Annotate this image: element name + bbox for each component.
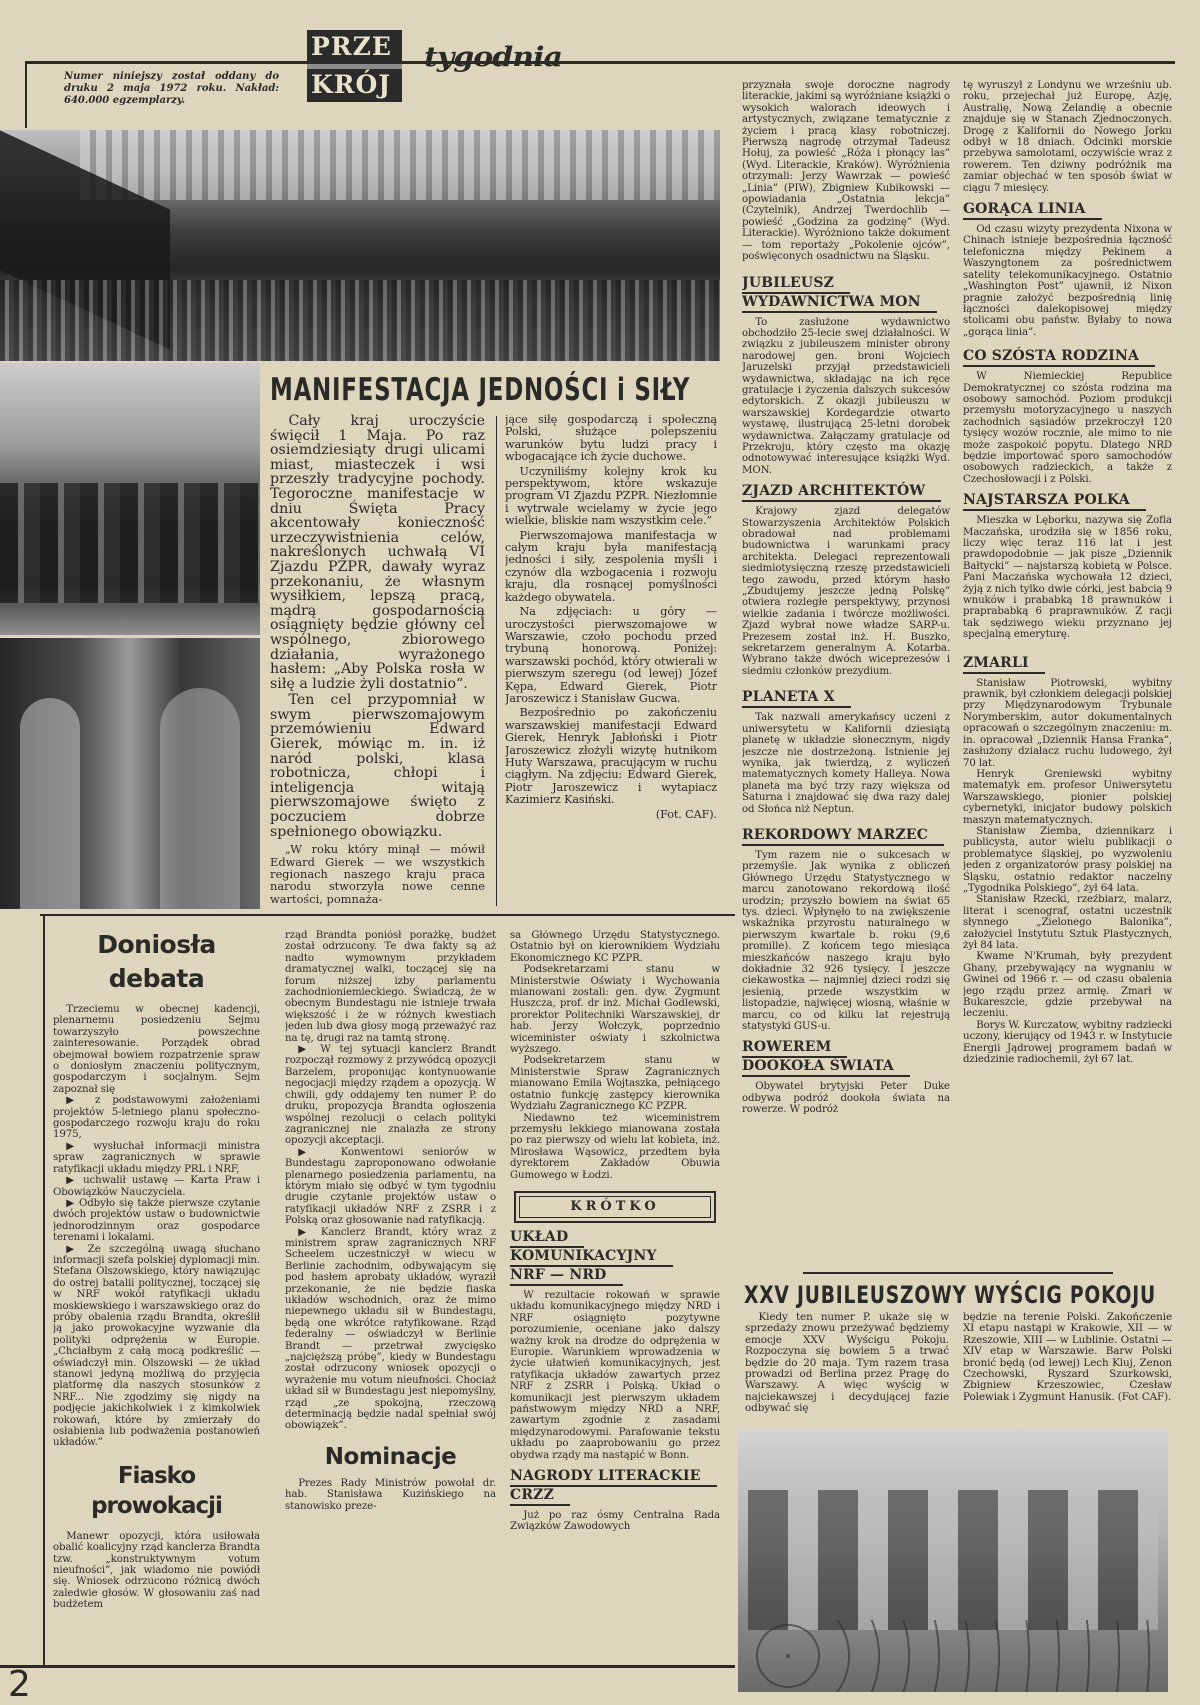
paragraph: przyznała swoje doroczne nagrody literackie, jakimi są wyróżniane książki o wysokich walorach ideowych i artystycznych, związane tematycznie z życiem i pracą klasy robotniczej. Pierwszą nagrodę otrzymał Tadeusz Hołuj, za powieść „Róża i płonący las” (Wyd. Literackie, Kraków). Wyróżnienia otrzymali: Jerzy Wawrzak — powieść „Linia” (PIW), Zbigniew Kubikowski — opowiadania „Ostatnia lekcja” (Czytelnik), Andrzej Twerdochlib — powieść „Godzina za godzinę” (Wyd. Literackie). Wyróżniono także dokument — tom reportaży „Pokolenie ojców”, poświęconych osadnictwu na Śląsku. [742, 80, 950, 263]
paragraph: ▶ z podstawowymi założeniami projektów 5-letniego planu społeczno-gospodarczego rozwoju kraju do roku 1975, [53, 1095, 260, 1141]
paragraph: Manewr opozycji, która usiłowała obalić koalicyjny rząd kanclerza Brandta tzw. „konstruktywnym votum nieufności”, jak wiadomo nie powiódł się. Wniosek odrzucono różnicą dwóch zaledwie głosów. W głosowaniu zaś nad budżetem [53, 1530, 260, 1611]
paragraph-list [963, 1312, 1172, 1403]
paragraph: Podsekretarzami stanu w Ministerstwie Oświaty i Wychowania mianowani zostali: gen. dyw. Zygmunt Huszcza, prof. dr inż. Michał Godlewski, prorektor Politechniki Warszawskiej, dr hab. Jerzy Wołczyk, poprzednio wiceminister oświaty i szkolnictwa wyższego. [510, 964, 720, 1056]
paragraph-list [742, 506, 950, 677]
marzec-heading: REKORDOWY MARZEC [742, 827, 950, 846]
logo-text-top: PRZE [311, 32, 392, 61]
section-rule [40, 914, 735, 916]
zjazd-heading: ZJAZD ARCHITEKTÓW [742, 483, 950, 502]
paragraph: Cały kraj uroczyście święcił 1 Maja. Po raz osiemdziesiąty drugi ulicami miast, miasteczek i wsi przeszły tradycyjne pochody. Tegoroczne manifestacje w dniu Święta Pracy akcentowały konieczność urzeczywistnienia celów, nakreślonych uchwałą VI Zjazdu PZPR, dawały wyraz przekonaniu, że własnym wysiłkiem, lepszą pracą, mądrą gospodarnością osiągnięty będzie główny cel wspólnego, zbiorowego działania, wyrażonego hasłem: „Aby Polska rosła w siłę a ludzie żyli dostatnio“. [270, 414, 485, 692]
paragraph: ▶ Kanclerz Brandt, który wraz z ministrem spraw zagranicznych NRF Scheelem uczestniczył w wiecu w Berlinie zachodnim, odbywającym się pod hasłem aprobaty układów, wyraził przekonanie, że nie będzie fiaska układów wschodnich, oraz że mimo niepewnego układu sił w Bundestagu, będą one wkrótce ratyfikowane. Rząd federalny — oświadczył w Berlinie Brandt — przetrwał zwycięsko „najcięższą próbę”, kiedy w Bundestagu został odrzucony wniosek opozycji o wyrażenie mu votum nieufności. Chociaż układ sił w Bundestagu jest niepomyślny, rząd „ze spokojną, rzeczową determinacją będzie nadal spełniał swój obowiązek”. [285, 1226, 496, 1432]
paragraph: Niedawno też wiceministrem przemysłu lekkiego mianowana została po raz pierwszy od wielu lat kobieta, inż. Mirosława Wąsowicz, przedtem była dyrektorem Zakładów Obuwia Gumowego w Łodzi. [510, 1112, 720, 1181]
paragraph-list [963, 515, 1172, 640]
photo-figure [20, 698, 80, 909]
paragraph: Uczyniliśmy kolejny krok ku perspektywom, które wskazuje program VI Zjazdu PZPR. Niezłomnie i wytrwale wcielamy w życie jego wielkie, bliskie nam wszystkim cele.” [505, 464, 717, 528]
photo-steelworks-visit [0, 638, 260, 909]
section-frame-left [43, 914, 45, 1666]
paragraph-list [53, 1531, 260, 1611]
paragraph: ▶ W tej sytuacji kanclerz Brandt rozpoczął rozmowy z przywódcą opozycji Barzelem, proponując kontynuowanie negocjacji między rządem a opozycją. W chwili, gdy oddajemy ten numer P. do druku, propozycja Brandta ogłoszenia wspólnej rezolucji o celach polityki zagranicznej nie znalazła ze strony opozycji akceptacji. [285, 1044, 496, 1147]
paragraph: rząd Brandta poniósł porażkę, budżet został odrzucony. Te dwa fakty są aż nadto wymownym przykładem dramatycznej walki, toczącej się na forum niższej izby parlamentu zachodnioniemieckiego. Świadczą, że w obecnym Bundestagu nie istnieje trwała większość i że w różnych kwestiach jeden lub dwa głosy mogą przeważyć raz na tę, drugi raz na tamtą stronę. [285, 930, 496, 1044]
paragraph: sa Głównego Urzędu Statystycznego. Ostatnio był on kierownikiem Wydziału Ekonomicznego KC PZPR. [510, 930, 720, 964]
paragraph: ▶ Ze szczególną uwagą słuchano informacji szefa polskiej dyplomacji min. Stefana Olszowskiego, który nawiązując do ostrej batalii politycznej, toczącej się w NRF wokół ratyfikacji układu moskiewskiego i warszawskiego oraz do próby obalenia rządu Brandta, określił ją jako prowokacyjne wyzwanie dla polityki odprężenia w Europie. „Chciałbym z całą mocą podkreślić — oświadczył min. Olszowski — że układ stanowi jedyną możliwą do przyjęcia platformę dla naszych stosunków z NRF... Nie zgodzimy się nigdy na podjęcie jakichkolwiek i z kimkolwiek rokowań, które by zmierzały do osłabienia lub podważenia postanowień układów.” [53, 1243, 260, 1449]
paragraph: ▶ Konwentowi seniorów w Bundestagu zaproponowano odwołanie plenarnego posiedzenia parlamentu, na którym miało się odbyć w tym tygodniu drugie czytanie projektów ustaw o ratyfikacji układów NRF z ZSRR i z Polską oraz głosowanie nad ratyfikacją. [285, 1146, 496, 1227]
paragraph-list [963, 371, 1172, 485]
paragraph: Stanisław Rzecki, rzeźbiarz, malarz, literat i scenograf, ostatni uczestnik słynnego „Zielonego Balonika”, założyciel Instytutu Sztuk Plastycznych, żył 84 lata. [963, 894, 1172, 951]
right-column-b [963, 80, 1172, 1268]
paragraph-list [745, 1312, 949, 1415]
planeta-heading: PLANETA X [742, 689, 950, 708]
zmarli-heading: ZMARLI [963, 655, 1172, 674]
photo-bicycles [748, 1620, 1158, 1692]
logo-text-bottom: KRÓJ [311, 70, 392, 99]
photo-building [80, 130, 720, 200]
uklad-heading: UKŁAD KOMUNIKACYJNY NRF — NRD [510, 1229, 720, 1286]
paragraph: ▶ wysłuchał informacji ministra spraw zagranicznych w sprawie ratyfikacji układu między PRL i NRF, [53, 1140, 260, 1175]
paragraph: To zasłużone wydawnictwo obchodziło 25-lecie swej działalności. W związku z jubileuszem minister obrony narodowej gen. broni Wojciech Jaruzelski przyjął przedstawicieli wydawnictwa, składając na ich ręce gratulacje i życzenia dalszych sukcesów edytorskich. Z okazji jubileuszu w warszawskiej Kordegardzie otwarto wystawę, ilustrującą 25-letni dorobek wydawnictwa. Załączamy gratulacje od Przekroju, który często ma okazję odnotowywać interesujące książki Wyd. MON. [742, 316, 950, 476]
przekroj-logo [307, 30, 402, 102]
paragraph: Henryk Greniewski wybitny matematyk em. profesor Uniwersytetu Warszawskiego, pionier polskiej cybernetyki, inicjator budowy polskich maszyn matematycznych. [963, 768, 1172, 826]
paragraph: Ten cel przypomniał w swym pierwszomajowym przemówieniu Edward Gierek, mówiąc m. in. iż naród polski, klasa robotnicza, chłopi i inteligencja witają pierwszomajowe święto z poczuciem dobrze spełnionego obowiązku. [270, 692, 485, 840]
paragraph-list [742, 80, 950, 263]
goraca-heading: GORĄCA LINIA [963, 201, 1172, 220]
jubileusz-heading: JUBILEUSZ WYDAWNICTWA MON [742, 275, 950, 313]
paragraph: W rezultacie rokowań w sprawie układu komunikacyjnego między NRD i NRF osiągnięto pozytywne porozumienie, oceniane jako dalszy ważny krok na drodze do odprężenia w Europie. Warunkiem wprowadzenia w życie ułatwień komunikacyjnych, jest ratyfikacja układów zawartych przez NRF z ZSRR i Polską. Układ o komunikacji jest pierwszym układem państwowym między NRD a NRF, zawartym zgodnie z zasadami międzynarodowymi. Parafowanie tekstu układu po zaaprobowaniu go przez obydwa rządy ma nastąpić w Bonn. [510, 1289, 720, 1461]
paragraph: Tym razem nie o sukcesach w przemyśle. Jak wynika z obliczeń Głównego Urzędu Statystycznego w marcu zanotowano rekordową ilość urodzin; przyszło bowiem na świat 65 tys. dzieci. Wpłynęło to na zwiększenie wskaźnika przyrostu naturalnego w pierwszym kwartale b. roku (9,6 promille). Z końcem tego miesiąca mieszkańców naszego kraju było dokładnie 32 926 tysięcy. I jeszcze ciekawostka — najmniej dzieci rodzi się jesienią, przede wszystkim w listopadzie, najwięcej wiosną, właśnie w marcu, co od kilku lat rejestrują statystyki GUS-u. [742, 849, 950, 1033]
paragraph: Krajowy zjazd delegatów Stowarzyszenia Architektów Polskich obradował nad problemami budownictwa i warunkami pracy architekta. Delegaci reprezentowali siedmiotysięczną rzeszę przedstawicieli tego zawodu, przed którym hasło „Zbudujemy jeszcze jedną Polskę” otwiera rozległe perspektywy, przynosi wielkie zadania i twórcze możliwości. Zjazd wybrał nowe władze SARP-u. Prezesem został inż. H. Buszko, sekretarzem generalnym A. Kotarba. Wybrano także dwóch wiceprezesów i siedmiu członków prezydium. [742, 506, 950, 677]
manifestacja-column-1 [270, 414, 485, 910]
paragraph-list [270, 414, 485, 839]
paragraph-list [742, 317, 950, 477]
krotko-box: KRÓTKO [514, 1191, 716, 1223]
paragraph: Tak nazwali amerykańscy uczeni z uniwersytetu w Kalifornii dziesiątą planetę w układzie słonecznym, nigdy jeszcze nie dostrzeżoną. Istnienie jej wynika, jak twierdzą, z wyliczeń matematycznych komety Halleya. Nowa planeta ma być trzy razy większa od Saturna i znajdować się dwa razy dalej od Słońca niż Neptun. [742, 712, 950, 815]
paragraph: ▶ uchwalił ustawę — Karta Praw i Obowiązków Nauczyciela. [53, 1175, 260, 1198]
paragraph-list [510, 1510, 720, 1533]
paragraph: Stanisław Piotrowski, wybitny prawnik, był członkiem delegacji polskiej przy Międzynarodowym Trybunale Norymberskim, autor dokumentalnych opracowań o szczególnym znaczeniu: m. in. opracował „Dziennik Hansa Franka”, zasłużony działacz ruchu ludowego, żył 70 lat. [963, 677, 1172, 769]
column-divider [496, 416, 497, 906]
photo-figure [160, 688, 240, 909]
paragraph-list [963, 678, 1172, 1066]
polka-heading: NAJSTARSZA POLKA [963, 492, 1172, 511]
masthead-rule [25, 61, 1175, 64]
paragraph: Mieszka w Lęborku, nazywa się Zofia Maczańska, urodziła się w 1856 roku, liczy więc teraz 116 lat i jest prawdopodobnie — jak pisze „Dziennik Bałtycki” — najstarszą kobietą w Polsce. Pani Maczańska wychowała 12 dzieci, żyją z nich tylko dwie córki, jest babcią 9 wnuków i prababką 18 prawnuków i praprababką 6 praprawnuków. Z racji tak sędziwego wieku przyznano jej specjalną emeryturę. [963, 515, 1172, 641]
paragraph: Bezpośrednio po zakończeniu warszawskiej manifestacji Edward Gierek, Henryk Jabłoński i Piotr Jaroszewicz złożyli wizytę hutnikom Huty Warszawa, pracującym w ruchu ciągłym. Na zdjęciu: Edward Gierek, Piotr Jaroszewicz i wytapiacz Kazimierz Kasiński. [505, 706, 717, 807]
masthead-frame-left [25, 61, 27, 128]
logo-bar [307, 64, 402, 69]
wyscig-column-1 [745, 1312, 949, 1424]
wyscig-column-2 [963, 1312, 1172, 1424]
paragraph: „W roku który minął — mówił Edward Gierek — we wszystkich regionach naszego kraju praca narodu stworzyła nowe cenne wartości, pomnaża- [270, 842, 485, 906]
paragraph: ▶ Odbyło się także pierwsze czytanie dwóch projektów ustaw o budownictwie jednorodzinnym oraz gospodarce terenami i lokalami. [53, 1197, 260, 1244]
bottom-column-3 [510, 930, 720, 1663]
paragraph: Pierwszomajowa manifestacja w całym kraju była manifestacją jedności i siły, zespolenia myśli i czynów dla wzbogacenia i rozwoju kraju, dla rosnącej pomyślności każdego obywatela. [505, 528, 717, 604]
debata-headline: Doniosła debata [97, 930, 216, 993]
nominacje-headline: Nominacje [324, 1443, 457, 1470]
photo-marchers [0, 483, 260, 603]
print-info: Numer niniejszy został oddany do druku 2 maja 1972 roku. Nakład: 640.000 egzemplarzy. [64, 71, 279, 106]
paragraph-list [285, 1478, 496, 1512]
paragraph: Już po raz ósmy Centralna Rada Związków Zawodowych [510, 1510, 720, 1533]
szosta-heading: CO SZÓSTA RODZINA [963, 348, 1172, 367]
paragraph: Kiedy ten numer P. ukaże się w sprzedaży znowu przeżywać będziemy emocje XXV Wyścigu Pokoju. Rozpoczyna się bowiem 5 a trwać będzie do 20 maja. Tym razem trasa prowadzi od Berlina przez Pragę do Warszawy. A więc wyścig w najciekawszej i decydującej fazie odbywać się [745, 1312, 949, 1415]
paragraph-list [285, 930, 496, 1432]
paragraph-list [963, 224, 1172, 338]
photo-crowd [0, 280, 720, 361]
bottom-rule [0, 1665, 735, 1668]
paragraph: Borys W. Kurczatow, wybitny radziecki uczony, kierujący od 1943 r. w Instytucie Energii Jądrowej programem badań w dziedzinie radiochemii, żył 67 lat. [963, 1019, 1172, 1066]
section-title: tygodnia [424, 41, 562, 74]
paragraph-list [963, 80, 1172, 194]
manifestacja-headline: MANIFESTACJA JEDNOŚCI i SIŁY [270, 372, 691, 408]
photo-credit: (Fot. CAF). [655, 807, 717, 821]
page-number: 2 [8, 1664, 31, 1705]
paragraph-list [53, 1004, 260, 1449]
wyscig-headline: XXV JUBILEUSZOWY WYŚCIG POKOJU [744, 1281, 1156, 1309]
nagrody-heading: NAGRODY LITERACKIE CRZZ [510, 1468, 720, 1506]
bottom-column-1 [53, 928, 260, 1663]
paragraph: będzie na terenie Polski. Zakończenie XI etapu nastąpi w Krakowie, XII — w Rzeszowie, XIII — w Lublinie. Ostatni — XIV etap w Warszawie. Barw Polski bronić będą (od lewej) Lech Kluj, Zenon Czechowski, Ryszard Szurkowski, Zbigniew Krzeszowiec, Czesław Polewiak i Zygmunt Hanusik. (Fot CAF). [963, 1312, 1172, 1403]
section-rule [803, 1272, 1113, 1274]
paragraph-list [505, 414, 717, 807]
photo-polish-cycling-team [738, 1430, 1168, 1692]
paragraph: Od czasu wizyty prezydenta Nixona w Chinach istnieje bezpośrednia łączność telefoniczna między Pekinem a Waszyngtonem za pośrednictwem satelity telekomunikacyjnego. Ostatnio „Washington Post” ujawnił, iż Nixon pragnie założyć bezpośrednią linię łączności dalekopisowej między stolicami obu państw. Byłaby to nowa „gorąca linia”. [963, 224, 1172, 338]
paragraph: Kwame N'Krumah, były prezydent Ghany, przebywający na wygnaniu w Gwinei od 1966 r. — od czasu obalenia jego rządu przez armię. Zmarł w Bukareszcie, gdzie przebywał na leczeniu. [963, 951, 1172, 1020]
rowerem-heading: ROWEREM DOOKOŁA ŚWIATA [742, 1039, 950, 1077]
bottom-column-2 [285, 930, 496, 1663]
paragraph: Trzeciemu w obecnej kadencji, plenarnemu posiedzeniu Sejmu towarzyszyło powszechne zainteresowanie. Porządek obrad obejmował bowiem rozpatrzenie spraw o doniosłym znaczeniu politycznym, gospodarczym i socjalnym. Sejm zapoznał się [53, 1004, 260, 1095]
paragraph: Na zdjęciach: u góry — uroczystości pierwszomajowe w Warszawie, czoło pochodu przed trybuną honorową. Poniżej: warszawski pochód, który otwierali w pierwszym szeregu (od lewej) Józef Kępa, Edward Gierek, Piotr Jaroszewicz i Stanisław Gucwa. [505, 605, 717, 705]
manifestacja-column-2 [505, 414, 717, 910]
paragraph-list [742, 850, 950, 1033]
paragraph: Prezes Rady Ministrów powołał dr. hab. Stanisława Kuzińskiego na stanowisko preze- [285, 1477, 496, 1512]
paragraph: Podsekretarzem stanu w Ministerstwie Spraw Zagranicznych mianowano Emila Wojtaszka, pełniącego ostatnio funkcję zastępcy kierownika Wydziału Zagranicznego KC PZPR. [510, 1055, 720, 1113]
photo-may-day-parade-tribune [0, 130, 720, 361]
paragraph: tę wyruszył z Londynu we wrześniu ub. roku, przejechał już Europę, Azję, Australię, Nową Zelandię a obecnie znajduje się w Stanach Zjednoczonych. Drogę z Kalifornii do Nowego Jorku odbył w 18 dniach. Odcinki morskie przebywa samolotami, oczywiście wraz z rowerem. Ten dziwny podróżnik ma zamiar objechać w ten sposób świat w ciągu 7 miesięcy. [963, 80, 1172, 194]
paragraph: W Niemieckiej Republice Demokratycznej co szósta rodzina ma osobowy samochód. Poziom produkcji przemysłu motoryzacyjnego u naszych zachodnich sąsiadów przekroczył 120 tysięcy wozów rocznie, ale mimo to nie może zaspokoić popytu. Dlatego NRD będzie importować sporo samochodów osobowych radzieckich, a także z Czechosłowacji i z Polski. [963, 371, 1172, 485]
right-column-a [742, 80, 950, 1268]
paragraph: jące siłę gospodarczą i społeczną Polski, służące polepszeniu warunków bytu ludzi pracy i wbogacające ich życie duchowe. [505, 414, 717, 464]
paragraph: Obywatel brytyjski Peter Duke odbywa podróż dookoła świata na rowerze. W podróż [742, 1081, 950, 1116]
paragraph-list [510, 930, 720, 1181]
photo-warsaw-march [0, 363, 260, 635]
paragraph-list [510, 1290, 720, 1461]
photo-cyclists [748, 1490, 1158, 1630]
paragraph-list [742, 712, 950, 815]
paragraph: Stanisław Ziemba, dziennikarz i publicysta, autor wielu publikacji o problematyce śląskiej, po wyzwoleniu jeden z organizatorów prasy polskiej na Śląsku, ostatnio redaktor naczelny „Tygodnika Polskiego”, żył 64 lata. [963, 825, 1172, 894]
paragraph-list [742, 1081, 950, 1115]
fiasko-headline: Fiasko prowokacji [91, 1462, 222, 1519]
